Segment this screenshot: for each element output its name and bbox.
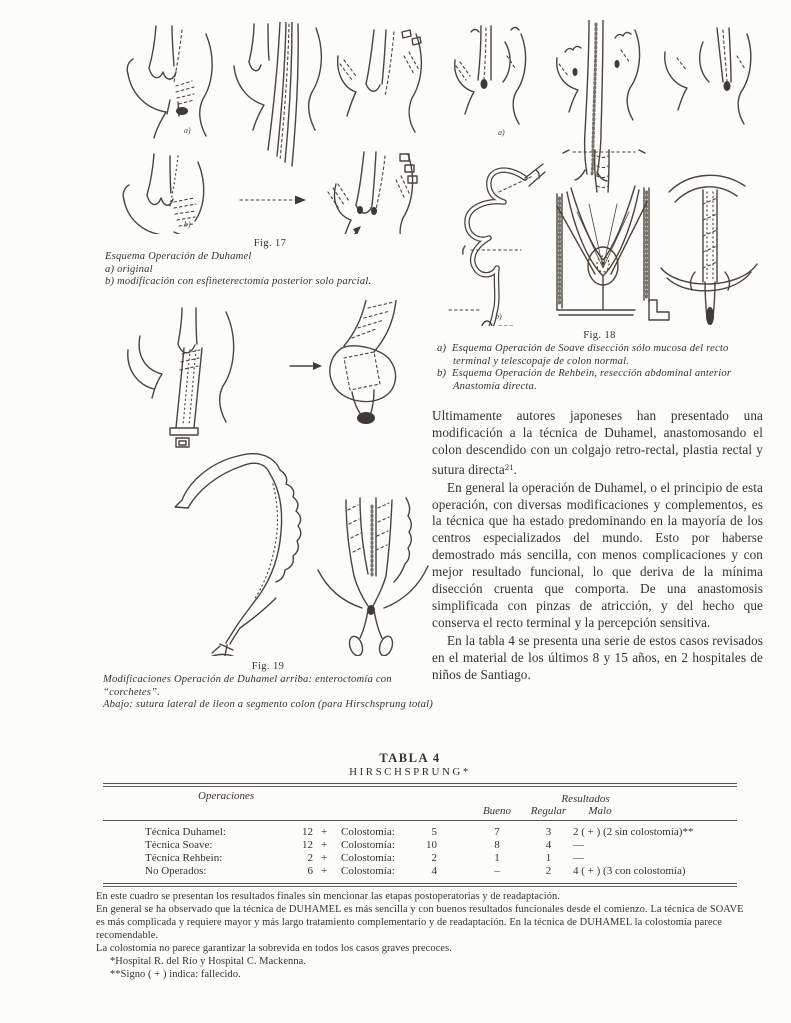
fig18-caption-b-text: Esquema Operación de Rehbein, resección abdominal anterior Anastomía directa.	[451, 368, 732, 392]
table-footnotes	[96, 890, 744, 981]
fig19-caption-line2: Abajo: sutura lateral de ileon a segmento colon (para Hirschsprung total)	[103, 699, 434, 711]
fig17-caption	[105, 251, 440, 289]
fig17-sketch-bottom-right	[328, 152, 417, 234]
cell-colostomia-count: 2	[431, 852, 437, 864]
fig19-illustration-modifications	[100, 300, 430, 656]
fig17-sublabel-b: b)	[184, 220, 191, 229]
cell-malo: 4 ( + ) (3 con colostomía)	[573, 865, 686, 877]
fig18-illustration-soave-rehbein	[437, 20, 763, 326]
paragraph-duhamel-general: En general la operación de Duhamel, o el principio de esta operación, con diversas modificaciones y complementos, es la técnica que ha estado predominando en la mayoría de los centros especializados del mundo. Esto por haberse demostrado más sencilla, con menos complicaciones y con mejor resultado funcional, lo que deriva de la mínima disección cruenta que comporta. De una anastomosis simplificada con pinzas de atricción, y del hecho que conserva el recto terminal y la percepción sensitiva.	[432, 479, 763, 630]
cell-operation: Técnica Soave:	[145, 839, 213, 851]
cell-count: 12	[302, 826, 313, 838]
cell-malo: 2 ( + ) (2 sin colostomía)**	[573, 826, 694, 838]
cell-colostomia-count: 5	[431, 826, 437, 838]
cell-colostomia-label: Colostomía:	[341, 852, 395, 864]
cell-count: 6	[307, 865, 313, 877]
fig19-caption	[103, 674, 435, 712]
footnote-sign-meaning: **Signo ( + ) indica: fallecido.	[110, 969, 241, 980]
cell-colostomia-count: 10	[426, 839, 437, 851]
fig19-sketch-everted-bowel	[330, 300, 396, 424]
cell-regular: 3	[545, 826, 552, 838]
fig18-sketch-retractor-frame	[557, 150, 669, 320]
footnote-hospitals: *Hospital R. del Río y Hospital C. Mackenna.	[110, 956, 307, 967]
cell-plus: +	[321, 826, 328, 838]
column-header-malo: Malo	[588, 805, 612, 817]
fig17-caption-title: Esquema Operación de Duhamel	[105, 251, 252, 262]
fig18-sketch-top-left	[455, 26, 526, 124]
cell-operation: Técnica Duhamel:	[145, 826, 226, 838]
fig19-caption-line1: Modificaciones Operación de Duhamel arriba: enteroctomía con “corchetes”.	[103, 674, 392, 698]
footnote-2: En general se ha observado que la técnica de DUHAMEL es más sencilla y con buenos resultados funcionales desde el comienzo. La técnica de SOAVE es más complicada y requiere mayor y más largo tratamiento complementario y de readaptación. En la técnica de DUHAMEL la colostomía parece recomendable.	[96, 904, 744, 941]
cell-operation: Técnica Rehbein:	[145, 852, 223, 864]
citation-superscript: 21	[504, 461, 514, 472]
footnote-3: La colostomía no parece garantizar la sobrevida en todos los casos graves precoces.	[96, 943, 452, 954]
table-bottom-rule-2	[103, 886, 737, 887]
fig17-illustration-duhamel	[100, 22, 430, 234]
results-table	[103, 783, 737, 889]
table-row-rehbein	[103, 852, 737, 865]
paragraph-1-period: .	[513, 461, 517, 477]
cell-plus: +	[321, 839, 328, 851]
fig18-sublabel-b: b)	[495, 312, 502, 321]
cell-bueno: 1	[494, 852, 500, 864]
cell-plus: +	[321, 852, 328, 864]
cell-bueno: 7	[494, 826, 500, 838]
fig17-sublabel-a: a)	[184, 126, 191, 135]
fig17-caption-b: b) modificación con esfineterectomía posterior solo parcial.	[105, 276, 372, 288]
fig18-sublabel-a: a)	[498, 128, 505, 137]
fig19-sketch-stapler	[128, 308, 234, 447]
table-top-rule-1	[103, 783, 737, 784]
table-title: TABLA 4	[379, 751, 441, 765]
fig18-caption-a-text: Esquema Operación de Soave disección sólo mucosa del recto terminal y telescopaje de colon normal.	[451, 343, 729, 367]
fig17-figure-label: Fig. 17	[253, 238, 287, 249]
column-header-regular: Regular	[530, 805, 567, 817]
cell-colostomia-count: 4	[431, 865, 437, 877]
fig18-caption	[437, 343, 764, 393]
cell-bueno: 8	[494, 839, 500, 851]
cell-malo: —	[573, 839, 584, 851]
fig19-figure-label: Fig. 19	[251, 661, 285, 672]
fig17-caption-a: a) original	[105, 263, 153, 275]
cell-operation: No Operados:	[145, 865, 207, 877]
cell-plus: +	[321, 865, 328, 877]
cell-bueno: –	[494, 865, 500, 877]
cell-count: 2	[307, 852, 313, 864]
table-top-rule-2	[103, 786, 737, 787]
fig19-detail-arrow	[290, 362, 322, 370]
column-header-bueno: Bueno	[482, 805, 512, 817]
column-header-operaciones: Operaciones	[198, 790, 255, 802]
column-header-resultados: Resultados	[561, 793, 610, 805]
table-header-rule	[103, 820, 737, 821]
cell-regular: 4	[545, 839, 552, 851]
cell-count: 12	[302, 839, 313, 851]
table-subtitle: HIRSCHSPRUNG*	[349, 766, 471, 778]
cell-regular: 1	[545, 852, 552, 864]
fig18-caption-a-marker: a)	[437, 343, 447, 354]
paragraph-tabla4-intro: En la tabla 4 se presenta una serie de estos casos revisados en el material de los últimos 8 y 15 años, en 2 hospitales de niños de Santiago.	[432, 632, 763, 682]
fig18-caption-a	[437, 343, 764, 368]
fig18-sketch-colon	[449, 164, 545, 326]
fig18-sketch-top-right	[665, 28, 751, 124]
cell-colostomia-label: Colostomía:	[341, 826, 395, 838]
paragraph-1-text: Ultimamente autores japoneses han presentado una modificación a la técnica de Duhamel, anastomosando el colon descendido con un colgajo retro-rectal, plastia rectal y sutura directa	[432, 408, 763, 477]
body-text-column	[432, 408, 763, 685]
paragraph-japanese-authors	[432, 408, 763, 479]
table-row-no-operados	[103, 865, 737, 878]
fig19-sketch-colon-ileum	[175, 454, 301, 656]
cell-regular: 2	[545, 865, 552, 877]
fig18-sketch-pullthrough	[661, 175, 757, 325]
fig18-caption-b	[437, 368, 764, 393]
fig17-sketch-bottom-left	[123, 154, 204, 234]
fig17-sketch-top-right	[338, 30, 422, 132]
cell-malo: —	[573, 852, 584, 864]
cell-colostomia-label: Colostomía:	[341, 865, 395, 877]
fig18-figure-label: Fig. 18	[583, 330, 616, 341]
fig17-sketch-top-middle	[234, 22, 321, 166]
fig19-sketch-lateral-anastomosis	[318, 498, 428, 656]
fig17-transition-arrow	[240, 196, 306, 205]
table-bottom-rule-1	[103, 883, 737, 884]
fig17-sketch-top-left	[127, 26, 212, 138]
table-row-duhamel	[103, 826, 737, 839]
footnote-1: En este cuadro se presentan los resultados finales sin mencionar las etapas postoperatorias y de readaptación.	[96, 891, 560, 902]
cell-colostomia-label: Colostomía:	[341, 839, 395, 851]
table-row-soave	[103, 839, 737, 852]
fig18-caption-b-marker: b)	[437, 368, 447, 380]
